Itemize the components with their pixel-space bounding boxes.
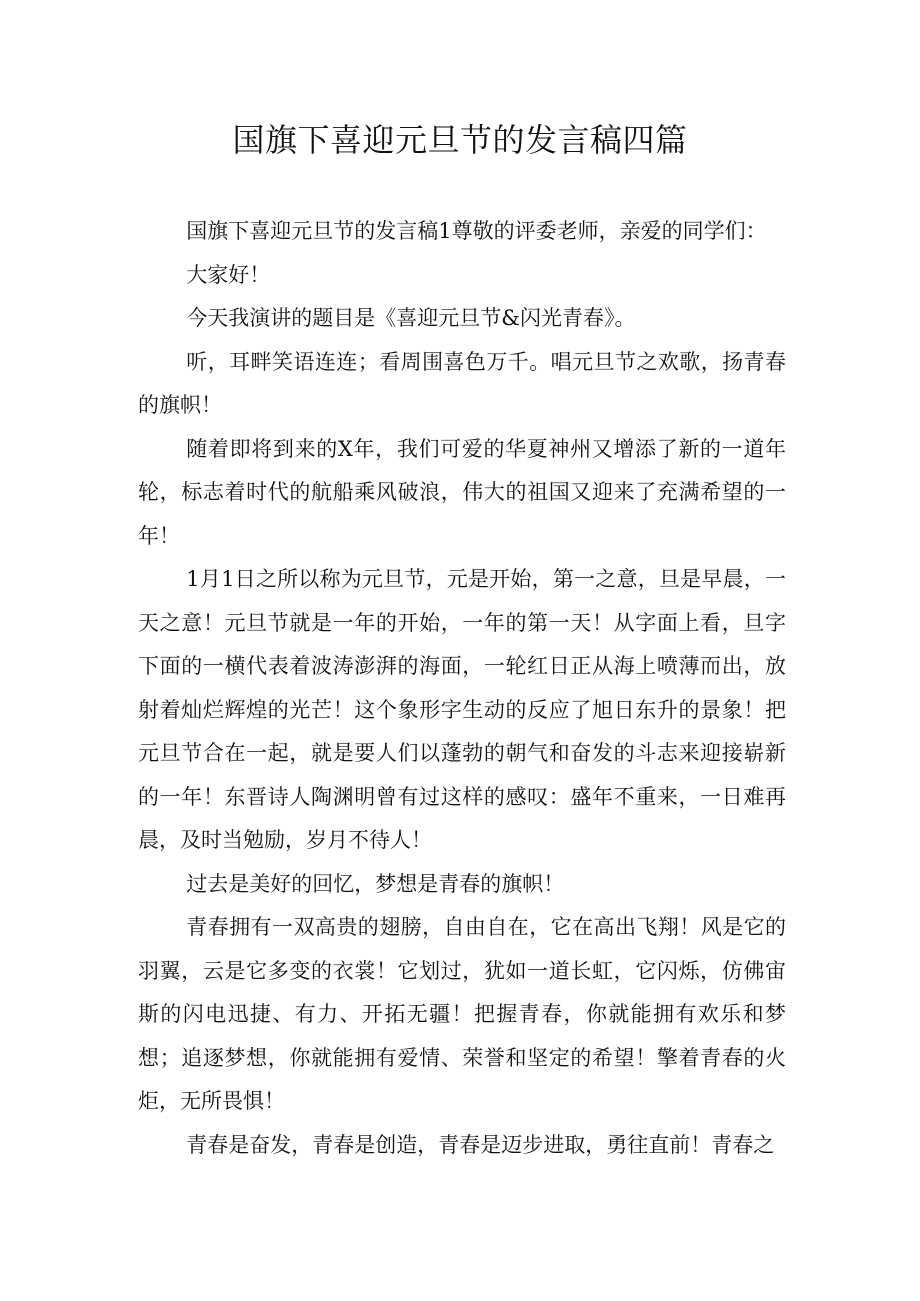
- document-title: 国旗下喜迎元旦节的发言稿四篇: [232, 121, 688, 159]
- paragraph-youth-wings: 青春拥有一双高贵的翅膀，自由自在，它在高出飞翔！风是它的羽翼，云是它多变的衣裳！它划过，犹如一道长虹，它闪烁，仿佛宙斯的闪电迅捷、有力、开拓无疆！把握青春，你就能拥有欢乐和梦想；追逐梦想，你就能拥有爱情、荣誉和坚定的希望！擎着青春的火炬，无所畏惧！: [138, 915, 786, 1113]
- paragraph-memory: 过去是美好的回忆，梦想是青春的旗帜！: [186, 871, 565, 896]
- paragraph-listen: 听，耳畔笑语连连；看周围喜色万千。唱元旦节之欢歌，扬青春的旗帜！: [138, 349, 786, 417]
- paragraph-topic: 今天我演讲的题目是《喜迎元旦节&闪光青春》。: [186, 306, 636, 330]
- paragraph-new-year: 随着即将到来的X年，我们可爱的华夏神州又增添了新的一道年轮，标志着时代的航船乘风破浪，伟大的祖国又迎来了充满希望的一年！: [138, 436, 786, 548]
- paragraph-origin: 1月1日之所以称为元旦节，元是开始，第一之意，旦是早晨，一天之意！元旦节就是一年的开始，一年的第一天！从字面上看，旦字下面的一横代表着波涛澎湃的海面，一轮红日正从海上喷薄而出，放射着灿烂辉煌的光芒！这个象形字生动的反应了旭日东升的景象！把元旦节合在一起，就是要人们以蓬勃的朝气和奋发的斗志来迎接崭新的一年！东晋诗人陶渊明曾有过这样的感叹：盛年不重来，一日难再晨，及时当勉励，岁月不待人！: [138, 567, 786, 852]
- paragraph-greeting: 国旗下喜迎元旦节的发言稿1尊敬的评委老师，亲爱的同学们：: [186, 219, 767, 243]
- paragraph-hello: 大家好！: [186, 262, 271, 287]
- document-body: [138, 210, 786, 1167]
- paragraph-youth-striving: 青春是奋发，青春是创造，青春是迈步进取，勇往直前！青春之: [186, 1132, 775, 1157]
